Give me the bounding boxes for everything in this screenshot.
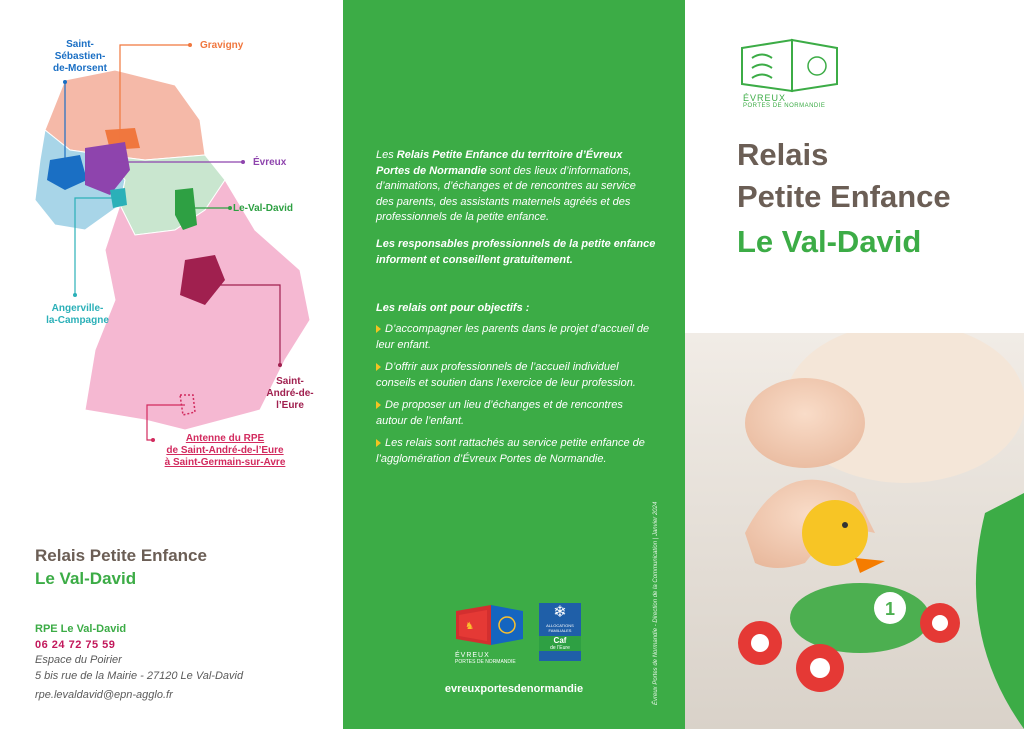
- toy-car-body: [790, 583, 930, 653]
- label-saint-andre: Saint- André-de- l’Eure: [266, 376, 314, 411]
- vertical-credit: Évreux Portes de Normandie - Direction de la Communication | Janvier 2024: [653, 501, 659, 705]
- territory-map: [25, 30, 335, 480]
- objective-item: Les relais sont rattachés au service petite enfance de l’agglomération d’Évreux Portes de Normandie.: [376, 437, 645, 465]
- logo1-text1: ÉVREUX: [455, 652, 490, 659]
- website-link[interactable]: evreuxportesdenormandie: [444, 683, 584, 695]
- objective-item: D’offrir aux professionnels de l’accueil individuel conseils et soutien dans l’exercice de leur profession.: [376, 361, 636, 389]
- label-antenne: Antenne du RPE de Saint-André-de-l’Eure à Saint-Germain-sur-Avre: [164, 433, 286, 468]
- label-gravigny: Gravigny: [200, 40, 244, 51]
- logo-evreux-small: [451, 603, 531, 663]
- contact-address: 5 bis rue de la Mairie - 27120 Le Val-David: [35, 669, 244, 682]
- right-logo-text1: ÉVREUX: [743, 93, 787, 103]
- right-logo-text2: PORTES DE NORMANDIE: [743, 103, 826, 109]
- right-panel: [685, 0, 1024, 729]
- contact-phone[interactable]: 06 24 72 75 59: [35, 638, 116, 651]
- right-title-line1: Relais: [737, 137, 829, 172]
- caf-text2: Caf: [539, 636, 581, 645]
- intro-paragraph-2: Les responsables professionnels de la petite enfance informent et conseillent gratuitement.: [376, 238, 656, 266]
- caf-text3: de l’Eure: [539, 645, 581, 651]
- intro-paragraph: [376, 148, 656, 226]
- contact-email[interactable]: rpe.levaldavid@epn-agglo.fr: [35, 689, 173, 701]
- left-title: Relais Petite Enfance: [35, 546, 207, 565]
- bullet-triangle-icon: [376, 401, 381, 409]
- contact-place: Espace du Poirier: [35, 654, 122, 666]
- intro-post: sont des lieux d’informations, d’animations, d’échanges et de rencontres au service des parents, des assistants maternels agréés et des professionnels de la petite enfance.: [376, 164, 636, 223]
- label-le-val-david: Le-Val-David: [233, 203, 294, 214]
- left-panel: [0, 0, 343, 729]
- bullet-triangle-icon: [376, 363, 381, 371]
- contact-block: [35, 622, 243, 704]
- bullet-triangle-icon: [376, 325, 381, 333]
- intro-pre: Les: [376, 149, 397, 161]
- right-title-line3: Le Val-David: [737, 224, 922, 259]
- label-evreux: Évreux: [253, 157, 287, 168]
- evreux-crest-icon: [451, 603, 531, 647]
- snowflake-icon: ❄: [553, 604, 567, 621]
- objectives-list: [376, 322, 656, 474]
- caf-text1: ALLOCATIONS FAMILIALES: [546, 623, 574, 633]
- logo-caf: [539, 603, 581, 661]
- baby-toy-photo: [685, 333, 1024, 729]
- svg-text:♞: ♞: [465, 621, 474, 632]
- middle-panel: [343, 0, 685, 729]
- intro-bold: Relais Petite Enfance du territoire d’Évreux Portes de Normandie: [376, 149, 623, 177]
- bullet-triangle-icon: [376, 439, 381, 447]
- label-angerville: Angerville- la-Campagne: [46, 303, 109, 326]
- baby-leg: [745, 378, 865, 468]
- contact-name: RPE Le Val-David: [35, 623, 127, 635]
- label-saint-sebastien: Saint- Sébastien- de-Morsent: [53, 39, 107, 74]
- logo1-text2: PORTES DE NORMANDIE: [455, 659, 516, 665]
- left-subtitle: Le Val-David: [35, 569, 137, 588]
- right-title-line2: Petite Enfance: [737, 179, 951, 214]
- objective-item: D’accompagner les parents dans le projet d’accueil de leur enfant.: [376, 323, 650, 351]
- toy-number: 1: [885, 599, 896, 619]
- objective-item: De proposer un lieu d’échanges et de rencontres autour de l’enfant.: [376, 399, 623, 427]
- toy-duck-head: [802, 500, 868, 566]
- objectives-title: Les relais ont pour objectifs :: [376, 302, 530, 314]
